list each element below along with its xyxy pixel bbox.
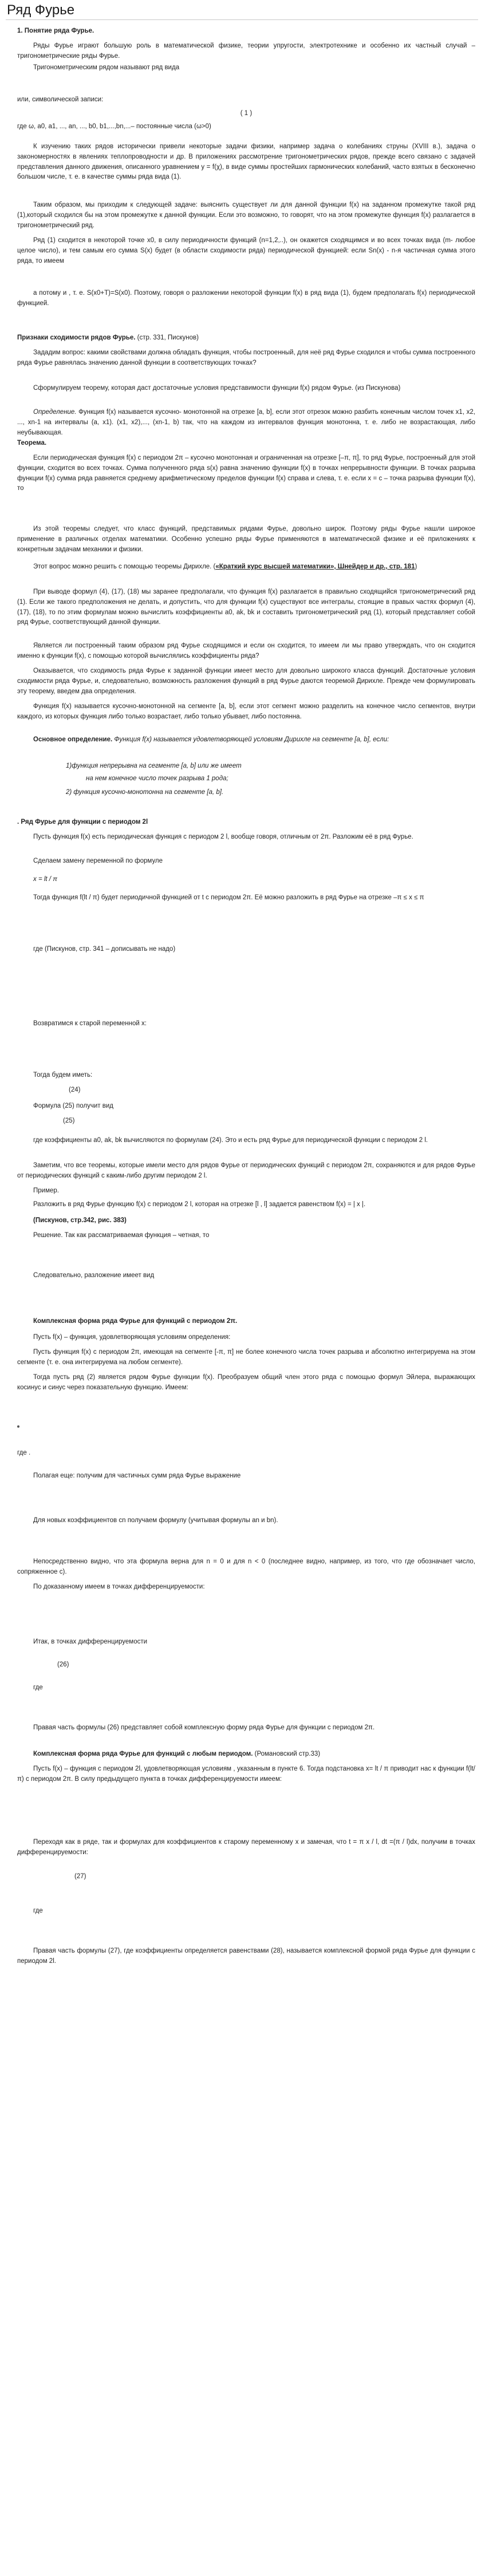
- paragraph: где ω, а0, а1, ..., аn, ..., b0, b1,...,bn,...– постоянные числа (ω>0): [17, 123, 211, 130]
- paragraph: Разложить в ряд Фурье функцию f(x) с периодом 2 l, которая на отрезке [l , l] задается равенством f(x) = | x |.: [33, 1201, 366, 1208]
- book-reference-link[interactable]: «Краткий курс высшей математики», Шнейдер и др., стр. 181: [215, 563, 415, 570]
- paragraph: Непосредственно видно, что эта формула верна для n = 0 и для n < 0 (последнее видно, например, из того, что где обозначает число, сопряженное с).: [17, 1558, 475, 1575]
- equation-number: (25): [63, 1117, 75, 1124]
- paragraph: Следовательно, разложение имеет вид: [33, 1272, 155, 1279]
- definition-label: Основное определение.: [33, 736, 113, 743]
- equation-number: (27): [74, 1873, 86, 1880]
- theorem-label: Теорема.: [17, 440, 47, 447]
- heading-reference: (Романовский стр.33): [253, 1751, 321, 1757]
- paragraph: Сформулируем теорему, которая даст достаточные условия представимости функции f(x) рядом Фурье. (из Пискунова): [33, 385, 401, 392]
- paragraph: Пример.: [33, 1187, 59, 1194]
- section-heading: [17, 333, 475, 343]
- paragraph: Заметим, что все теоремы, которые имели место для рядов Фурье от периодических функций с периодом 2π, сохраняются и для рядов Фурье от периодических функций с каким-либо другим периодом 2 l.: [17, 1162, 475, 1179]
- definition-label: Определение.: [33, 409, 77, 416]
- paragraph: а потому и , т. е. S(x0+T)=S(x0). Поэтому, говоря о разложении некоторой функции f(x) в ряд вида (1), будем предполагать f(x) периодической функцией.: [17, 290, 475, 307]
- paragraph: Пусть f(x) – функция, удовлетворяющая условиям определения:: [33, 1334, 231, 1341]
- section-heading: Комплексная форма ряда Фурье для функций с периодом 2π.: [33, 1318, 238, 1325]
- definition-text: Функция f(x) называется кусочно- монотонной на отрезке [a, b], если этот отрезок можно разбить конечным числом точек x1, x2, ..., xn-1 на интервалы (a, x1). (x1, x2),..., (xn-1, b) так, что на каждом из интервалов функция монотонна, т. е. либо не возрастающая, либо неубывающая.: [17, 409, 475, 436]
- paragraph: [17, 562, 475, 572]
- paragraph: Тогда будем иметь:: [33, 1072, 93, 1078]
- equation-number: ( 1 ): [240, 110, 253, 117]
- paragraph: Ряды Фурье играют большую роль в математической физике, теории упругости, электротехнике и особенно их частный случай – тригонометрические ряды Фурье.: [17, 42, 475, 60]
- equation-number: (26): [57, 1661, 69, 1668]
- heading-text: Признаки сходимости рядов Фурье.: [17, 334, 136, 341]
- paragraph: где: [33, 1684, 43, 1691]
- paragraph: Решение. Так как рассматриваемая функция – четная, то: [33, 1232, 210, 1239]
- paragraph: Ряд (1) сходится в некоторой точке х0, в силу периодичности функций (n=1,2,..), он окажется сходящимся и во всех точках вида (m- любое целое число), и тем самым его сумма S(x) будет (в области сходимости ряда) периодической функцией: если Sn(x) - n-я частичная сумма этого ряда, то имеем: [17, 237, 475, 264]
- paragraph-text-end: ): [415, 563, 417, 570]
- condition-item: на нем конечное число точек разрыва 1 рода;: [86, 775, 228, 782]
- paragraph: К изучению таких рядов исторически привели некоторые задачи физики, например задача о колебаниях струны (XVIII в.), задача о закономерностях в явлениях теплопроводности и др. В приложениях рассмотрение тригонометрических рядов, прежде всего связано с задачей представления данного движения, описанного уравнением у = f(χ), в виде суммы простейших гармонических колебаний, часто взятых в бесконечно большом числе, т. е. в качестве суммы ряда вида (1).: [17, 143, 475, 181]
- paragraph: При выводе формул (4), (17), (18) мы заранее предполагали, что функция f(x) разлагается в правильно сходящийся тригонометрический ряд (1). Если же такого предположения не делать, и допустить, что для функции f(x) существуют все интегралы, стоящие в правых частях формул (4), (17), (18), то по этим формулам можно вычислить коэффициенты а0, аk, bk и составить тригонометрический ряд (1), который представляет собой ряд Фурье, соответствующий данной функции.: [17, 588, 475, 626]
- paragraph: где .: [17, 1449, 31, 1456]
- title-divider: [6, 19, 478, 20]
- section-heading: . Ряд Фурье для функции с периодом 2l: [17, 819, 148, 825]
- paragraph: Сделаем замену переменной по формуле: [33, 858, 163, 864]
- paragraph: Таким образом, мы приходим к следующей задаче: выяснить существует ли для данной функции f(x) на заданном промежутке такой ряд (1),который сходился бы на этом промежутке к данной функции. Если это возможно, то говорят, что на этом промежутке функция f(x) разлагается в тригонометрический ряд.: [17, 202, 475, 229]
- paragraph: где коэффициенты a0, ak, bk вычисляются по формулам (24). Это и есть ряд Фурье для периодической функции с периодом 2 l.: [33, 1137, 428, 1144]
- paragraph: Тригонометрическим рядом называют ряд вида: [33, 64, 180, 71]
- paragraph: где (Пискунов, стр. 341 – дописывать не надо): [33, 946, 176, 953]
- paragraph: Пусть функция f(x) есть периодическая функция с периодом 2 l, вообще говоря, отличным от 2π. Разложим её в ряд Фурье.: [33, 833, 413, 840]
- paragraph: Возвратимся к старой переменной x:: [33, 1020, 147, 1027]
- definition: [17, 408, 475, 438]
- heading-reference: (стр. 331, Пискунов): [135, 334, 199, 341]
- condition-item: 1)функция непрерывна на сегменте [a, b] или же имеет: [66, 762, 242, 769]
- paragraph: Полагая еще: получим для частичных сумм ряда Фурье выражение: [33, 1472, 241, 1479]
- equation-number: (24): [69, 1086, 81, 1093]
- formula: x = lt / π: [33, 876, 57, 883]
- paragraph: Является ли построенный таким образом ряд Фурье сходящимся и если он сходится, то имеем ли мы право утверждать, что он сходится именно к функции f(x), с помощью которой вычислялись коэффициенты ряда?: [17, 642, 475, 659]
- reference: (Пискунов, стр.342, рис. 383): [33, 1217, 127, 1224]
- paragraph: Правая часть формулы (26) представляет собой комплексную форму ряда Фурье для функции с периодом 2π.: [33, 1724, 375, 1731]
- definition: [17, 735, 475, 745]
- paragraph: Формула (25) получит вид: [33, 1103, 113, 1109]
- paragraph: Тогда функция f(lt / π) будет периодичной функцией от t с периодом 2π. Её можно разложить в ряд Фурье на отрезке –π ≤ x ≤ π: [33, 894, 424, 901]
- paragraph: Тогда пусть ряд (2) является рядом Фурье функции f(x). Преобразуем общий член этого ряда с помощью формул Эйлера, выражающих косинус и синус через показательную функцию. Имеем:: [17, 1374, 475, 1391]
- paragraph: Итак, в точках дифференцируемости: [33, 1638, 148, 1645]
- page-title: Ряд Фурье: [7, 2, 75, 18]
- paragraph: Для новых коэффициентов cn получаем формулу (учитывая формулы an и bn).: [33, 1517, 278, 1524]
- condition-item: 2) функция кусочно-монотонна на сегменте [a, b].: [66, 789, 224, 796]
- bullet-marker: [17, 1425, 19, 1428]
- paragraph: Зададим вопрос: какими свойствами должна обладать функция, чтобы построенный, для неё ряд Фурье сходился и чтобы сумма построенного ряда Фурье равнялась значению данной функции в соответствующих точках?: [17, 349, 475, 366]
- paragraph: Переходя как в ряде, так и формулах для коэффициентов к старому переменному x и замечая, что t = π x / l, dt =(π / l)dx, получим в точках дифференцируемости:: [17, 1839, 475, 1856]
- paragraph: или, символической записи:: [17, 96, 104, 103]
- paragraph: где: [33, 1907, 43, 1914]
- paragraph: Функция f(x) называется кусочно-монотонной на сегменте [a, b], если этот сегмент можно разделить на конечное число сегментов, внутри каждого, из которых функция либо только возрастает, либо только убывает, либо постоянна.: [17, 703, 475, 720]
- paragraph: Из этой теоремы следует, что класс функций, представимых рядами Фурье, довольно широк. Поэтому ряды Фурье нашли широкое применение в различных отделах математики. Особенно успешно ряды Фурье применяются в математической физике и её приложениях к конкретным задачам механики и физики.: [17, 526, 475, 553]
- section-heading: 1. Понятие ряда Фурье.: [17, 27, 94, 34]
- paragraph: По доказанному имеем в точках дифференцируемости:: [33, 1583, 205, 1590]
- paragraph: Оказывается, что сходимость ряда Фурье к заданной функции имеет место для довольно широкого класса функций. Достаточные условия сходимости ряда Фурье, и, следовательно, возможность разложения функций в ряд Фурье даются теоремой Дирихле. Прежде чем формулировать эту теорему, введем два определения.: [17, 667, 475, 695]
- definition-text: Функция f(x) называется удовлетворяющей условиям Дирихле на сегменте [a, b], если:: [112, 736, 389, 743]
- heading-text: Комплексная форма ряда Фурье для функций с любым периодом.: [33, 1751, 253, 1757]
- paragraph: Пусть f(x) – функция с периодом 2l, удовлетворяющая условиям , указанным в пункте 6. Тогда подстановка x= lt / π приводит нас к функции f(lt/ π) с периодом 2π. В силу предыдущего пункта в точках дифференцируемости имеем:: [17, 1765, 475, 1783]
- paragraph: Правая часть формулы (27), где коэффициенты определяется равенствами (28), называется комплексной формой ряда Фурье для функции с периодом 2l.: [17, 1947, 475, 1965]
- paragraph: Пусть функция f(x) с периодом 2π, имеющая на сегменте [-π, π] не более конечного числа точек разрыва и абсолютно интегрируема на этом сегменте (т. е. она интегрируема на любом сегменте).: [17, 1349, 475, 1366]
- paragraph-text: Этот вопрос можно решить с помощью теоремы Дирихле. (: [33, 563, 216, 570]
- paragraph: Если периодическая функция f(x) с периодом 2π – кусочно монотонная и ограниченная на отрезке [–π, π], то ряд Фурье, построенный для этой функции, сходится во всех точках. Сумма полученного ряда s(x) равна значению функции f(x) в точках непрерывности функции. В точках разрыва функции f(x) сумма ряда равняется среднему арифметическому пределов функции f(x) справа и слева, т. е. если x = c – точка разрыва функции f(x), то: [17, 455, 475, 492]
- section-heading: [17, 1749, 475, 1760]
